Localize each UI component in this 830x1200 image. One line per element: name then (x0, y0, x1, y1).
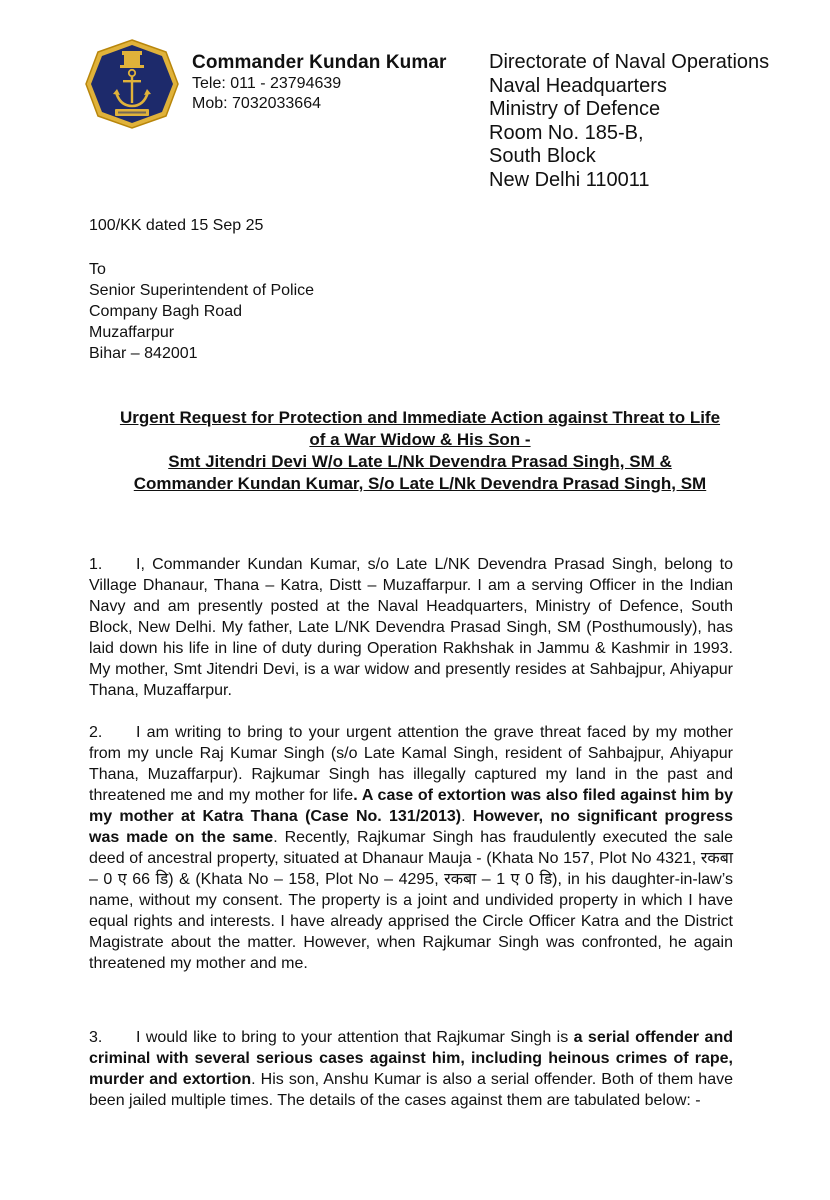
paragraph-text: . His son, Anshu Kumar is also a serial offender. Both of them have been jailed multiple times. The details of the cases against them are tabulated below: - (89, 1071, 733, 1109)
paragraph-text: I, Commander Kundan Kumar, s/o Late L/NK Devendra Prasad Singh, belong to Village Dhanaur, Thana – Katra, Distt – Muzaffarpur. I am a serving Officer in the Indian Navy and am presently posted at the Naval Headquarters, Ministry of Defence, South Block, New Delhi. My father, Late L/NK Devendra Prasad Singh, SM (Posthumously), has laid down his life in line of duty during Operation Rakhshak in Jammu & Kashmir in 1993. My mother, Smt Jitendri Devi, is a war widow and presently resides at Sahbajpur, Ahiyapur Thana, Muzaffarpur. (89, 556, 733, 699)
subject-line: of a War Widow & His Son - (309, 430, 531, 449)
indian-navy-emblem (82, 38, 182, 130)
sender-tele: Tele: 011 - 23794639 (192, 75, 342, 92)
recipient-line: Senior Superintendent of Police (89, 282, 315, 299)
paragraph-1 (89, 554, 733, 701)
recipient-to: To (89, 261, 106, 278)
recipient-line: Muzaffarpur (89, 324, 175, 341)
subject-line: Commander Kundan Kumar, S/o Late L/Nk Devendra Prasad Singh, SM (133, 474, 707, 493)
paragraph-number: 1. (89, 556, 103, 573)
address-line: Directorate of Naval Operations (489, 51, 770, 73)
paragraph-bold-text: a serial offender and criminal with several serious cases against him, including heinous crimes of rape, murder and extortion (89, 1029, 734, 1088)
paragraph-text: . Recently, Rajkumar Singh has fraudulently executed the sale deed of ancestral property, situated at Dhanaur Mauja - (Khata No 157, Plot No 4321, रकबा – 0 ए 66 डि) & (Khata No – 158, Plot No – 4295, रकबा – 1 ए 0 डि), in his daughter-in-law’s name, without my consent. The property is a joint and undivided property in which I have equal rights and interests. I have already apprised the Circle Officer Katra and the District Magistrate about the matter. However, when Rajkumar Singh was confronted, he again threatened my mother and me. (89, 829, 733, 972)
address-line: Ministry of Defence (489, 98, 661, 121)
subject-line: Urgent Request for Protection and Immediate Action against Threat to Life (119, 408, 721, 427)
sender-block (192, 52, 447, 114)
recipient-line: Bihar – 842001 (89, 345, 198, 362)
paragraph-number: 3. (89, 1029, 103, 1046)
address-line: New Delhi 110011 (489, 168, 650, 191)
letter-reference: 100/KK dated 15 Sep 25 (89, 217, 264, 234)
paragraph-text: I would like to bring to your attention that Rajkumar Singh is (136, 1029, 574, 1046)
paragraph-number: 2. (89, 724, 103, 741)
paragraph-text: I am writing to bring to your urgent attention the grave threat faced by my mother from my uncle Raj Kumar Singh (s/o Late Kamal Singh, resident of Sahbajpur, Ahiyapur Thana, Muzaffarpur). Rajkumar Singh has illegally captured my land in the past and threatened me and my mother for life (89, 724, 733, 804)
paragraph-bold-text: . A case of extortion was also filed against him by my mother at Katra Thana (Case No. 131/2013) (89, 787, 734, 825)
sender-name: Commander Kundan Kumar (192, 52, 447, 73)
subject-line: Smt Jitendri Devi W/o Late L/Nk Devendra Prasad Singh, SM & (168, 452, 672, 471)
subject-heading (80, 407, 760, 495)
recipient-block (89, 259, 314, 364)
address-line: Naval Headquarters (489, 74, 667, 97)
recipient-line: Company Bagh Road (89, 303, 242, 320)
address-line: South Block (489, 145, 596, 168)
paragraph-2 (89, 722, 733, 974)
paragraph-text: . (461, 808, 473, 825)
sender-address (489, 51, 769, 193)
sender-mob: Mob: 7032033664 (192, 95, 321, 112)
address-line: Room No. 185-B, (489, 121, 644, 144)
paragraph-3 (89, 1027, 733, 1111)
paragraph-bold-text: However, no significant progress was made on the same (89, 808, 734, 846)
